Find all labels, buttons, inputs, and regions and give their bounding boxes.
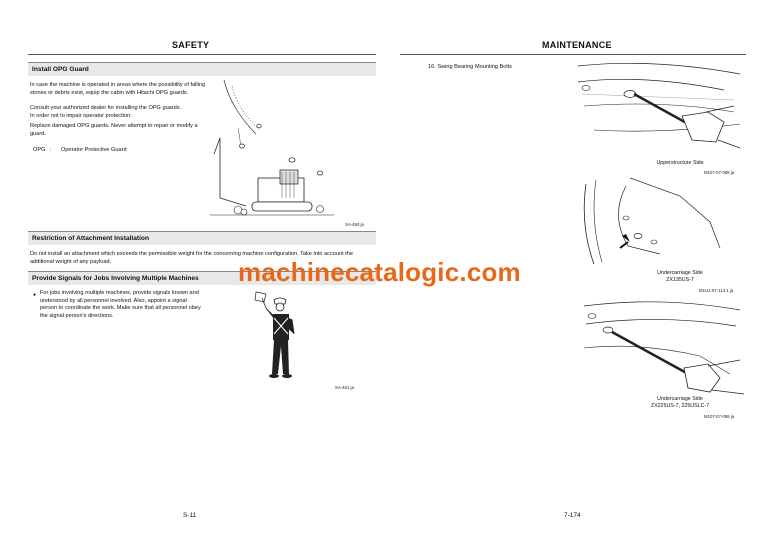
page-header-maintenance: MAINTENANCE [542,40,612,50]
upperstructure-wrench-illustration [574,60,744,158]
section-title-opg: Install OPG Guard [28,62,376,76]
attachment-body: Do not install an attachment which exceeds the permissible weight for the concerning machine configuration. Take into account the additional weight of any payload. [30,251,353,265]
opg-para-4: Replace damaged OPG guards. Never attempt to repair or modify a guard. [30,123,198,137]
opg-para-3: In order not to impair operator protection: [30,113,132,119]
opg-para-1: In case the machine is operated in areas where the possibility of falling stones or debris exist, equip the cabin with Hitachi OPG guards. [30,82,206,96]
signal-person-illustration [252,290,308,382]
opg-para-2: Consult your authorized dealer for installing the OPG guards. [30,105,182,111]
section-title-attachment: Restriction of Attachment Installation [28,231,376,245]
header-rule [28,54,376,55]
fig2-caption-line2: ZX135US-7 [666,277,694,283]
page-header-safety: SAFETY [172,40,210,50]
fig1-caption: Upperstructure Side [656,160,704,166]
falling-stones-excavator-illustration [210,78,340,223]
fig2-caption-line1: Undercarriage Side [657,270,703,276]
opg-figure-code: SA-490 ja [345,222,364,227]
item-title: 16. Swing Bearing Mounting Bolts [428,64,512,70]
signals-body: For jobs involving multiple machines, provide signals known and understood by all personnel involved. Also, appoint a signal person to coordinate the work. Make sure that all personnel obey the signal person's directions. [40,290,201,319]
fig3-caption-line1: Undercarriage Side [657,396,703,402]
fig3-code: M107-07-089 ja [704,414,735,419]
bullet-icon: ● [33,292,37,298]
opg-abbr-definition: Operator Protective Guard [61,147,127,153]
undercarriage-bolt-illustration [580,176,730,268]
watermark: machinecatalogic.com [238,257,521,287]
opg-abbr: OPG [33,147,46,153]
undercarriage-wrench-illustration [580,296,746,396]
page-number-left: S-11 [183,512,197,519]
fig1-code: M107-07-088 ja [704,170,735,175]
opg-colon: : [50,147,52,153]
fig2-code: M1U1-07-113-1 ja [699,288,734,293]
section-title-signals: Provide Signals for Jobs Involving Multiple Machines [28,271,376,285]
fig3-caption-line2: ZX225US-7, 225USLC-7 [650,403,710,409]
header-rule [400,54,746,55]
signals-figure-code: SA-481 ja [335,385,354,390]
page-number-right: 7-174 [564,512,581,519]
